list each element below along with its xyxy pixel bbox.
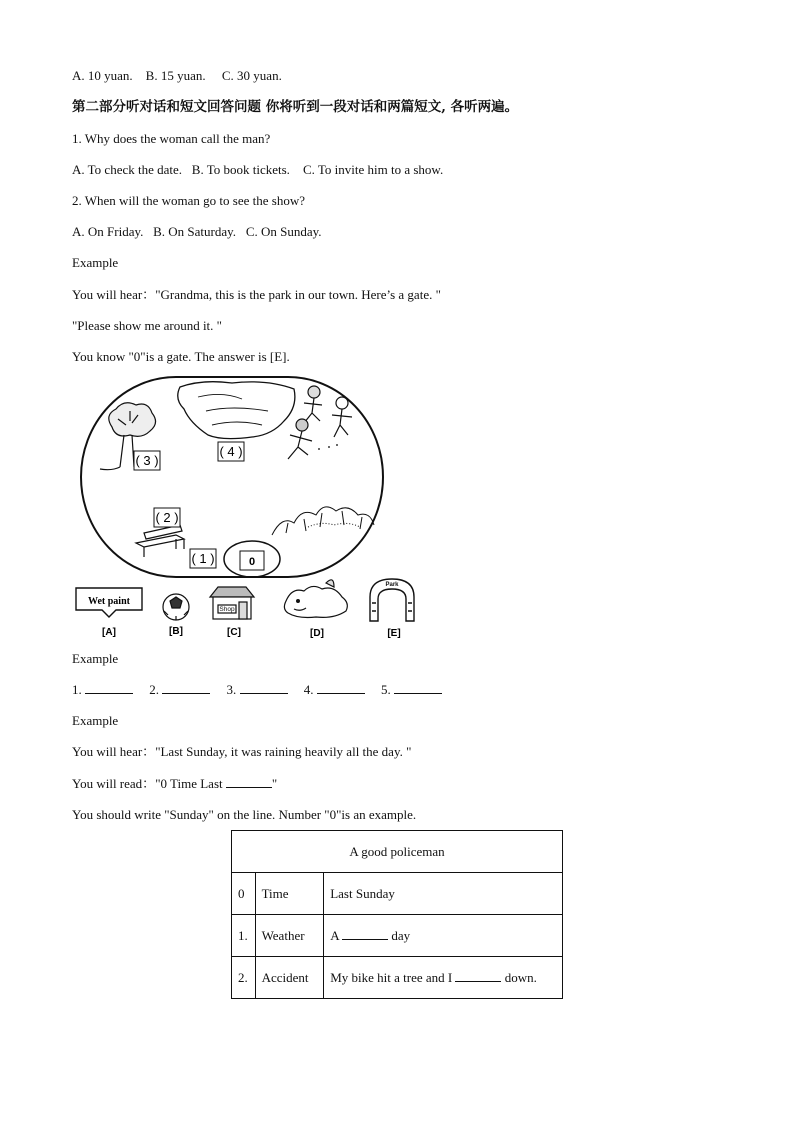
map-example-hear: [72, 287, 441, 303]
wet-paint-label: Wet paint: [88, 596, 130, 607]
example-label-3: Example: [72, 713, 119, 728]
marker-4: ( 4 ): [219, 444, 243, 459]
row-content: Last Sunday: [324, 873, 563, 915]
prev-question-options: [72, 68, 282, 84]
q1-options: [72, 162, 443, 178]
answer-3-blank[interactable]: [240, 682, 288, 694]
hear-text: "Grandma, this is the park in our town. Here’s a gate. ": [155, 287, 441, 302]
answer-1-num: 1.: [72, 682, 82, 697]
row-content: My bike hit a tree and I down.: [324, 957, 563, 999]
write-example-hear: [72, 744, 411, 760]
q2-option-b: B. On Saturday.: [153, 224, 237, 239]
row-content: A day: [324, 915, 563, 957]
table-row: [232, 915, 563, 957]
answer-5-num: 5.: [381, 682, 391, 697]
table-row: [232, 957, 563, 999]
option-letter-c: [C]: [227, 627, 241, 638]
park-map-illustration: [72, 375, 417, 645]
policeman-table: [231, 830, 563, 999]
option-letter-e: [E]: [387, 628, 401, 639]
option-b: B. 15 yuan.: [145, 68, 206, 83]
dog-icon: [284, 580, 347, 618]
answer-blanks: [72, 682, 442, 698]
row-num: 2.: [232, 957, 256, 999]
row-num: 0: [232, 873, 256, 915]
read-text: "0 Time Last: [155, 776, 223, 791]
row-item: Time: [255, 873, 324, 915]
q2-option-a: A. On Friday.: [72, 224, 144, 239]
answer-2-blank[interactable]: [162, 682, 210, 694]
shop-icon: [210, 587, 254, 619]
answer-3-num: 3.: [226, 682, 237, 697]
q1-option-a: A. To check the date.: [72, 162, 183, 177]
read-blank[interactable]: [226, 776, 272, 788]
read-end: ": [271, 776, 278, 791]
write-example-instruction: You should write "Sunday" on the line. Number "0"is an example.: [72, 807, 417, 822]
q1-text: 1. Why does the woman call the man?: [72, 131, 271, 146]
q1-option-c: C. To invite him to a show.: [302, 162, 444, 177]
part2-heading: 第二部分听对话和短文回答问题 你将听到一段对话和两篇短文, 各听两遍。: [72, 99, 519, 115]
lake: [178, 382, 295, 439]
map-example-request: "Please show me around it. ": [72, 318, 222, 333]
children-playing-icon: [288, 386, 352, 459]
bench-icon: [136, 525, 184, 557]
map-example-know: You know "0"is a gate. The answer is [E].: [72, 349, 290, 364]
park-label: Park: [385, 582, 399, 588]
option-a: A. 10 yuan.: [72, 68, 133, 83]
write-hear-prefix: You will hear：: [72, 744, 156, 759]
q2-options: [72, 224, 322, 240]
q2-option-c: C. On Sunday.: [245, 224, 322, 239]
write-hear-text: "Last Sunday, it was raining heavily all the day. ": [155, 744, 412, 759]
table-row: [232, 873, 563, 915]
hear-prefix: You will hear：: [72, 287, 156, 302]
football-icon: [163, 594, 189, 620]
marker-0: 0: [248, 556, 256, 568]
shrubs-icon: [272, 507, 374, 535]
option-letter-b: [B]: [169, 626, 183, 637]
row-item: Weather: [255, 915, 324, 957]
answer-2-num: 2.: [149, 682, 159, 697]
example-label-2: Example: [72, 651, 119, 666]
wet-paint-sign-icon: [76, 588, 142, 617]
write-example-read: [72, 776, 277, 792]
example-label: Example: [72, 255, 119, 270]
marker-3: ( 3 ): [135, 453, 159, 468]
answer-4-blank[interactable]: [317, 682, 365, 694]
park-gate-icon: [370, 579, 414, 621]
row-item: Accident: [255, 957, 324, 999]
marker-2: ( 2 ): [155, 510, 179, 525]
shop-label: Shop: [219, 606, 235, 613]
row-num: 1.: [232, 915, 256, 957]
answer-5-blank[interactable]: [394, 682, 442, 694]
option-letter-d: [D]: [310, 628, 324, 639]
q1-option-b: B. To book tickets.: [191, 162, 290, 177]
option-c: C. 30 yuan.: [221, 68, 282, 83]
answer-1-blank[interactable]: [85, 682, 133, 694]
read-prefix: You will read：: [72, 776, 156, 791]
marker-1: ( 1 ): [191, 551, 215, 566]
accident-blank[interactable]: [455, 970, 501, 982]
answer-4-num: 4.: [303, 682, 314, 697]
table-title: A good policeman: [232, 831, 563, 873]
q2-text: 2. When will the woman go to see the show?: [72, 193, 305, 208]
option-letter-a: [A]: [102, 627, 116, 638]
weather-blank[interactable]: [342, 928, 388, 940]
